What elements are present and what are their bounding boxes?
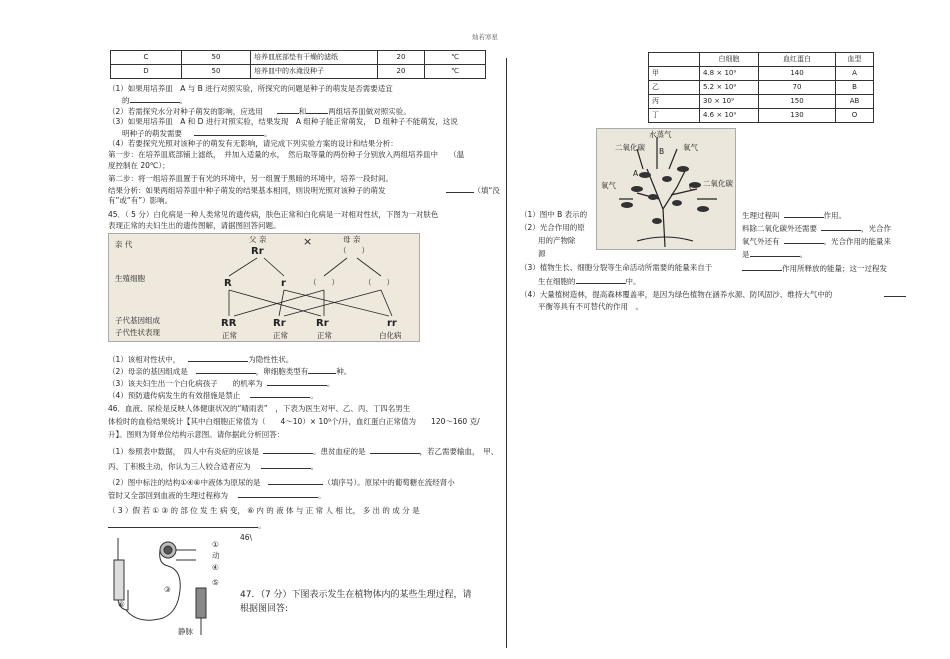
table-row: 丁 4.6 × 10⁹ 130 O: [649, 109, 874, 123]
cross-lines: [109, 234, 419, 341]
answer-blank[interactable]: [308, 366, 336, 374]
answer-blank[interactable]: [370, 446, 420, 454]
q47-line: 源: [538, 249, 546, 258]
q47-title: 根据图回答:: [240, 604, 289, 614]
table-row: 甲 4.8 × 10⁹ 140 A: [649, 67, 874, 81]
q44-line: 第一步：在培养皿底部铺上滤纸， 并加入适量的水， 然后取等量的两份种子分别放入两组培养皿中 （温: [108, 150, 465, 159]
table-row: C 50 培养皿底部垫有干燥的滤纸 20 ℃: [111, 51, 486, 65]
q46-line: 管时又全部回到血液的生理过程称为 。: [108, 491, 326, 500]
table-row: 乙 5.2 × 10⁹ 70 B: [649, 81, 874, 95]
q44-line: （2）若需探究水分对种子萌发的影响，应选用 和 两组培养皿做对照实验。: [108, 107, 411, 116]
q46-line: 46．血液、尿检是反映人体健康状况的“晴雨表” ，下表为医生对甲、乙、丙、丁四名男生: [108, 404, 411, 413]
answer-blank[interactable]: [306, 106, 328, 114]
q47-line: 用的产物除: [538, 236, 576, 245]
q45-line: （4）预防遗传病发生的有效措施是禁止 。: [108, 391, 318, 400]
q44-line: 度控制在 20℃）；: [108, 161, 170, 170]
answer-blank[interactable]: [108, 520, 258, 528]
answer-blank[interactable]: [267, 378, 327, 386]
q45-line: （2）母亲的基因组成是 ，卵细胞类型有 种。: [108, 367, 352, 376]
answer-blank[interactable]: [238, 490, 318, 498]
answer-blank[interactable]: [784, 236, 824, 244]
answer-blank[interactable]: [277, 106, 299, 114]
table-header: 白细胞 血红蛋白 血型: [649, 53, 874, 67]
q44-line: 结果分析：如果两组培养皿中种子萌发的结果基本相同，则说明光照对该种子的萌发 （填“没: [108, 186, 500, 195]
answer-blank[interactable]: [742, 263, 782, 271]
q47-line: （2）光合作用的原: [520, 223, 585, 232]
q46-line: 丙、丁积极主动，你认为三人较合适者应为 。: [108, 462, 318, 471]
q47-line: 生在细胞的 中。: [538, 277, 641, 286]
answer-blank[interactable]: [884, 289, 906, 297]
answer-blank[interactable]: [750, 249, 800, 257]
q45-title: 表现正常的夫妇生出的遗传图解，请据图回答问题。: [108, 221, 281, 230]
q44-line: 明种子的萌发需要 。: [122, 129, 272, 138]
q46-line: （2）图中标注的结构①④⑥中液体为原尿的是 （填序号）。原尿中的葡萄糖在流经肾小: [108, 478, 455, 487]
q44-line: （4）若要探究光照对该种子的萌发有无影响，请完成下列实验方案的设计和结果分析：: [108, 139, 398, 148]
q47-line: 生理过程叫 作用。: [742, 211, 846, 220]
q44-line: 有”或“有”）影响。: [108, 196, 173, 205]
answer-blank[interactable]: [263, 446, 313, 454]
q46-line: （1）参照表中数据， 四人中有炎症的应该是 。患贫血症的是 ，若乙需要输血， 甲、: [108, 447, 499, 456]
q45-title: 45．（ 5 分）白化病是一种人类常见的遗传病，肤色正常和白化病是一对相对性状，下图为一对肤色: [108, 210, 439, 219]
plant-diagram: 水蒸气 二氧化碳 氧气 B A 氧气 C 二氧化碳: [596, 128, 736, 250]
q47-line: （4）大量植树造林，提高森林覆盖率，是因为绿色植物在涵养水源、防风固沙、维持大气中的: [520, 289, 906, 299]
kidney-label: 46\: [240, 533, 253, 542]
page-header: 灿若寒星: [472, 33, 498, 41]
q44-line: （3）如果用培养皿 A 和 D 进行对照实验，结果发现 A 组种子能正常萌发， D 组种子不能萌发，这说: [108, 117, 458, 126]
table-row: 丙 30 × 10⁹ 150 AB: [649, 95, 874, 109]
column-divider: [506, 58, 507, 648]
q47-line: 作用所释放的能量；这一过程发: [742, 263, 887, 273]
q47-line: 料除二氧化碳外还需要 ，光合作: [742, 224, 891, 233]
q47-line: 是 。: [742, 250, 807, 259]
table-row: D 50 培养皿中的水淹没种子 20 ℃: [111, 65, 486, 79]
q44-line: 第二步：将一组培养皿置于有光的环境中，另一组置于黑暗的环境中，培养一段时间。: [108, 174, 393, 183]
genetics-diagram: 亲 代 生殖细胞 子代基因组成 子代性状表现 父 亲 × 母 亲 Rr （ ） R r （ ） （ ） RR Rr Rr rr 正常 正常 正常 白化病: [108, 233, 420, 342]
seed-table: [110, 50, 486, 79]
q47-title: 47．（7 分）下图表示发生在植物体内的某些生理过程，请: [240, 590, 472, 600]
q45-line: （1）该相对性状中， 为隐性性状。: [108, 355, 294, 364]
q46-line: 。: [108, 520, 266, 530]
q47-line: （3）植物生长、细胞分裂等生命活动所需要的能量来自于: [520, 263, 713, 272]
q46-line: 体检时的血检结果统计【其中白细胞正常值为（ 4～10）× 10⁹个/升，血红蛋白正常值为 120～160 克/: [108, 417, 480, 426]
answer-blank[interactable]: [194, 128, 264, 136]
blood-table: [648, 52, 874, 123]
q44-line: （1）如果用培养皿 A 与 B 进行对照实验，所探究的问题是种子的萌发是否需要适宜: [108, 84, 393, 93]
answer-blank[interactable]: [446, 185, 474, 193]
q45-line: （3）该夫妇生出一个白化病孩子 的机率为 。: [108, 379, 335, 388]
answer-blank[interactable]: [576, 276, 626, 284]
answer-blank[interactable]: [188, 354, 248, 362]
q46-line: 升】。图则为肾单位结构示意图。请你据此分析回答：: [108, 430, 285, 439]
answer-blank[interactable]: [130, 95, 180, 103]
q47-line: 氧气外还有 。光合作用的能量来: [742, 237, 891, 246]
q46-line: （ 3 ）假 若 ① ③ 的 部 位 发 生 病 变， ⑥ 内 的 液 体 与 正 常 人 相 比， 多 出 的 成 分 是: [108, 506, 420, 515]
answer-blank[interactable]: [784, 210, 824, 218]
q47-line: （1）图中 B 表示的: [520, 210, 588, 219]
q44-line: 的 。: [122, 96, 187, 105]
answer-blank[interactable]: [261, 461, 311, 469]
answer-blank[interactable]: [250, 390, 310, 398]
answer-blank[interactable]: [196, 366, 256, 374]
q47-line: 平衡等具有不可替代的作用 。: [538, 302, 643, 311]
answer-blank[interactable]: [268, 477, 323, 485]
answer-blank[interactable]: [821, 223, 861, 231]
